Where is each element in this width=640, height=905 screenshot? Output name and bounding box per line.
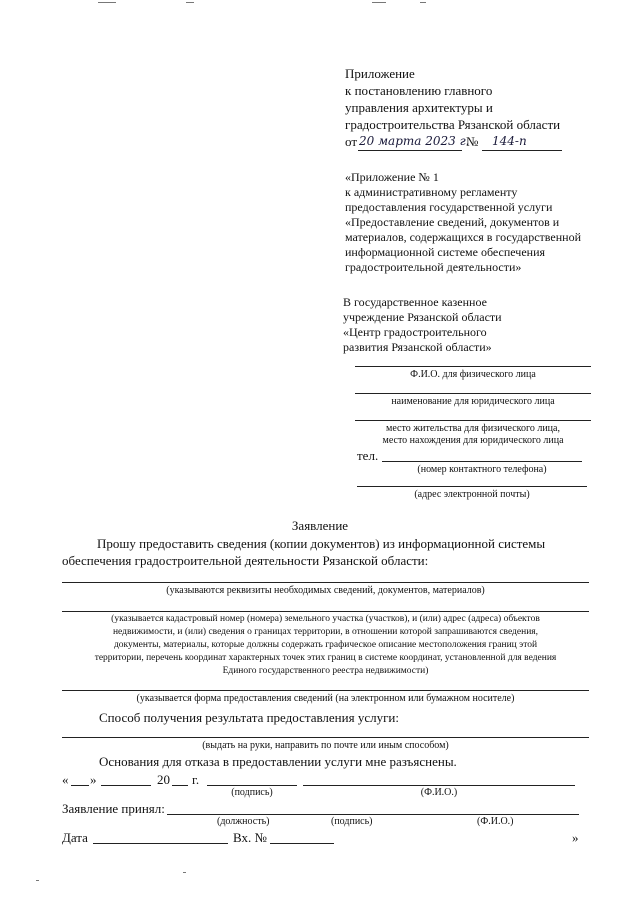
requisites-caption: (указываются реквизиты необходимых сведений, документов, материалов) xyxy=(166,585,485,596)
form-caption: (указывается форма предоставления сведений (на электронном или бумажном носителе) xyxy=(136,693,515,704)
year-field-line[interactable] xyxy=(172,785,188,786)
acceptance-date-field-line[interactable] xyxy=(93,843,228,844)
addressee-line: В государственное казенное xyxy=(343,295,487,309)
scan-speck xyxy=(98,2,116,3)
email-caption: (адрес электронной почты) xyxy=(414,489,530,500)
handwritten-number: 144-п xyxy=(492,134,527,148)
address-field-line[interactable] xyxy=(355,420,591,421)
cadastral-field-line[interactable] xyxy=(62,611,589,612)
appendix-date-prefix: от xyxy=(345,134,358,149)
email-field-line[interactable] xyxy=(357,486,587,487)
year-suffix: г. xyxy=(192,772,200,787)
request-text: обеспечения градостроительной деятельности Рязанской области: xyxy=(62,553,429,568)
address-caption: место нахождения для юридического лица xyxy=(382,435,564,446)
position-caption: (должность) xyxy=(217,816,270,827)
regulation-line: «Приложение № 1 xyxy=(345,170,439,184)
org-field-line[interactable] xyxy=(355,393,591,394)
date-label: Дата xyxy=(62,830,88,845)
method-label: Способ получения результата предоставления услуги: xyxy=(99,710,399,725)
fio-field-line[interactable] xyxy=(355,366,591,367)
phone-field-line[interactable] xyxy=(382,461,582,462)
request-text: Прошу предоставить сведения (копии документов) из информационной системы xyxy=(97,536,546,551)
refusal-text: Основания для отказа в предоставлении услуги мне разъяснены. xyxy=(99,754,457,769)
closing-quote: » xyxy=(572,830,579,845)
regulation-line: материалов, содержащихся в государственной xyxy=(345,230,581,244)
fio-caption: Ф.И.О. для физического лица xyxy=(410,369,536,380)
statement-title: Заявление xyxy=(291,518,349,533)
regulation-line: к административному регламенту xyxy=(345,185,518,199)
fio-caption: (Ф.И.О.) xyxy=(477,816,514,827)
date-quote-close: » xyxy=(90,772,97,787)
requisites-field-line[interactable] xyxy=(62,582,589,583)
signature-field-line[interactable] xyxy=(207,785,297,786)
date-quote-open: « xyxy=(62,772,69,787)
appendix-line: к постановлению главного xyxy=(345,83,493,98)
date-underline xyxy=(358,150,462,151)
scan-speck xyxy=(36,880,39,881)
addressee-line: «Центр градостроительного xyxy=(343,325,487,339)
scan-speck xyxy=(372,2,386,3)
scan-speck xyxy=(186,2,194,3)
scan-speck xyxy=(183,872,186,873)
day-field-line[interactable] xyxy=(71,785,89,786)
tel-label: тел. xyxy=(357,448,379,463)
accepted-field-line[interactable] xyxy=(167,814,579,815)
regulation-line: предоставления государственной услуги xyxy=(345,200,553,214)
fio-caption: (Ф.И.О.) xyxy=(420,787,458,798)
accepted-label: Заявление принял: xyxy=(62,801,165,816)
signature-caption: (подпись) xyxy=(231,787,273,798)
signature-caption: (подпись) xyxy=(331,816,373,827)
addressee-line: учреждение Рязанской области xyxy=(343,310,502,324)
form-field-line[interactable] xyxy=(62,690,589,691)
appendix-line: управления архитектуры и xyxy=(345,100,493,115)
month-field-line[interactable] xyxy=(101,785,151,786)
cadastral-caption: Единого государственного реестра недвижимости) xyxy=(222,666,429,676)
regulation-line: информационной системе обеспечения xyxy=(345,245,546,259)
cadastral-caption: недвижимости, и (или) сведения о границах территории, в отношении которой запрашиваются сведения, xyxy=(112,627,539,637)
incoming-label: Вх. № xyxy=(233,830,267,845)
addressee-line: развития Рязанской области» xyxy=(343,340,492,354)
appendix-line: градостроительства Рязанской области xyxy=(345,117,561,132)
cadastral-caption: территории, перечень координат характерных точек этих границ в системе координат, установленной для ведения xyxy=(94,653,557,663)
address-caption: место жительства для физического лица, xyxy=(386,423,560,434)
applicant-fio-field-line[interactable] xyxy=(303,785,575,786)
method-caption: (выдать на руки, направить по почте или иным способом) xyxy=(202,740,449,751)
regulation-line: «Предоставление сведений, документов и xyxy=(345,215,560,229)
phone-caption: (номер контактного телефона) xyxy=(417,464,547,475)
appendix-title: Приложение xyxy=(345,66,415,81)
year-prefix: 20 xyxy=(157,772,170,787)
org-caption: наименование для юридического лица xyxy=(391,396,555,407)
scan-speck xyxy=(420,2,426,3)
regulation-line: градостроительной деятельности» xyxy=(345,260,522,274)
number-sign: № xyxy=(466,134,479,149)
cadastral-caption: документы, материалы, которые должны содержать графическое описание местоположения границ этой xyxy=(113,640,538,650)
cadastral-caption: (указывается кадастровый номер (номера) земельного участка (участков), и (или) адрес (адреса) объектов xyxy=(111,614,540,624)
incoming-number-field-line[interactable] xyxy=(270,843,334,844)
handwritten-date: 20 марта 2023 г. xyxy=(359,134,470,148)
number-underline xyxy=(482,150,562,151)
method-field-line[interactable] xyxy=(62,737,589,738)
